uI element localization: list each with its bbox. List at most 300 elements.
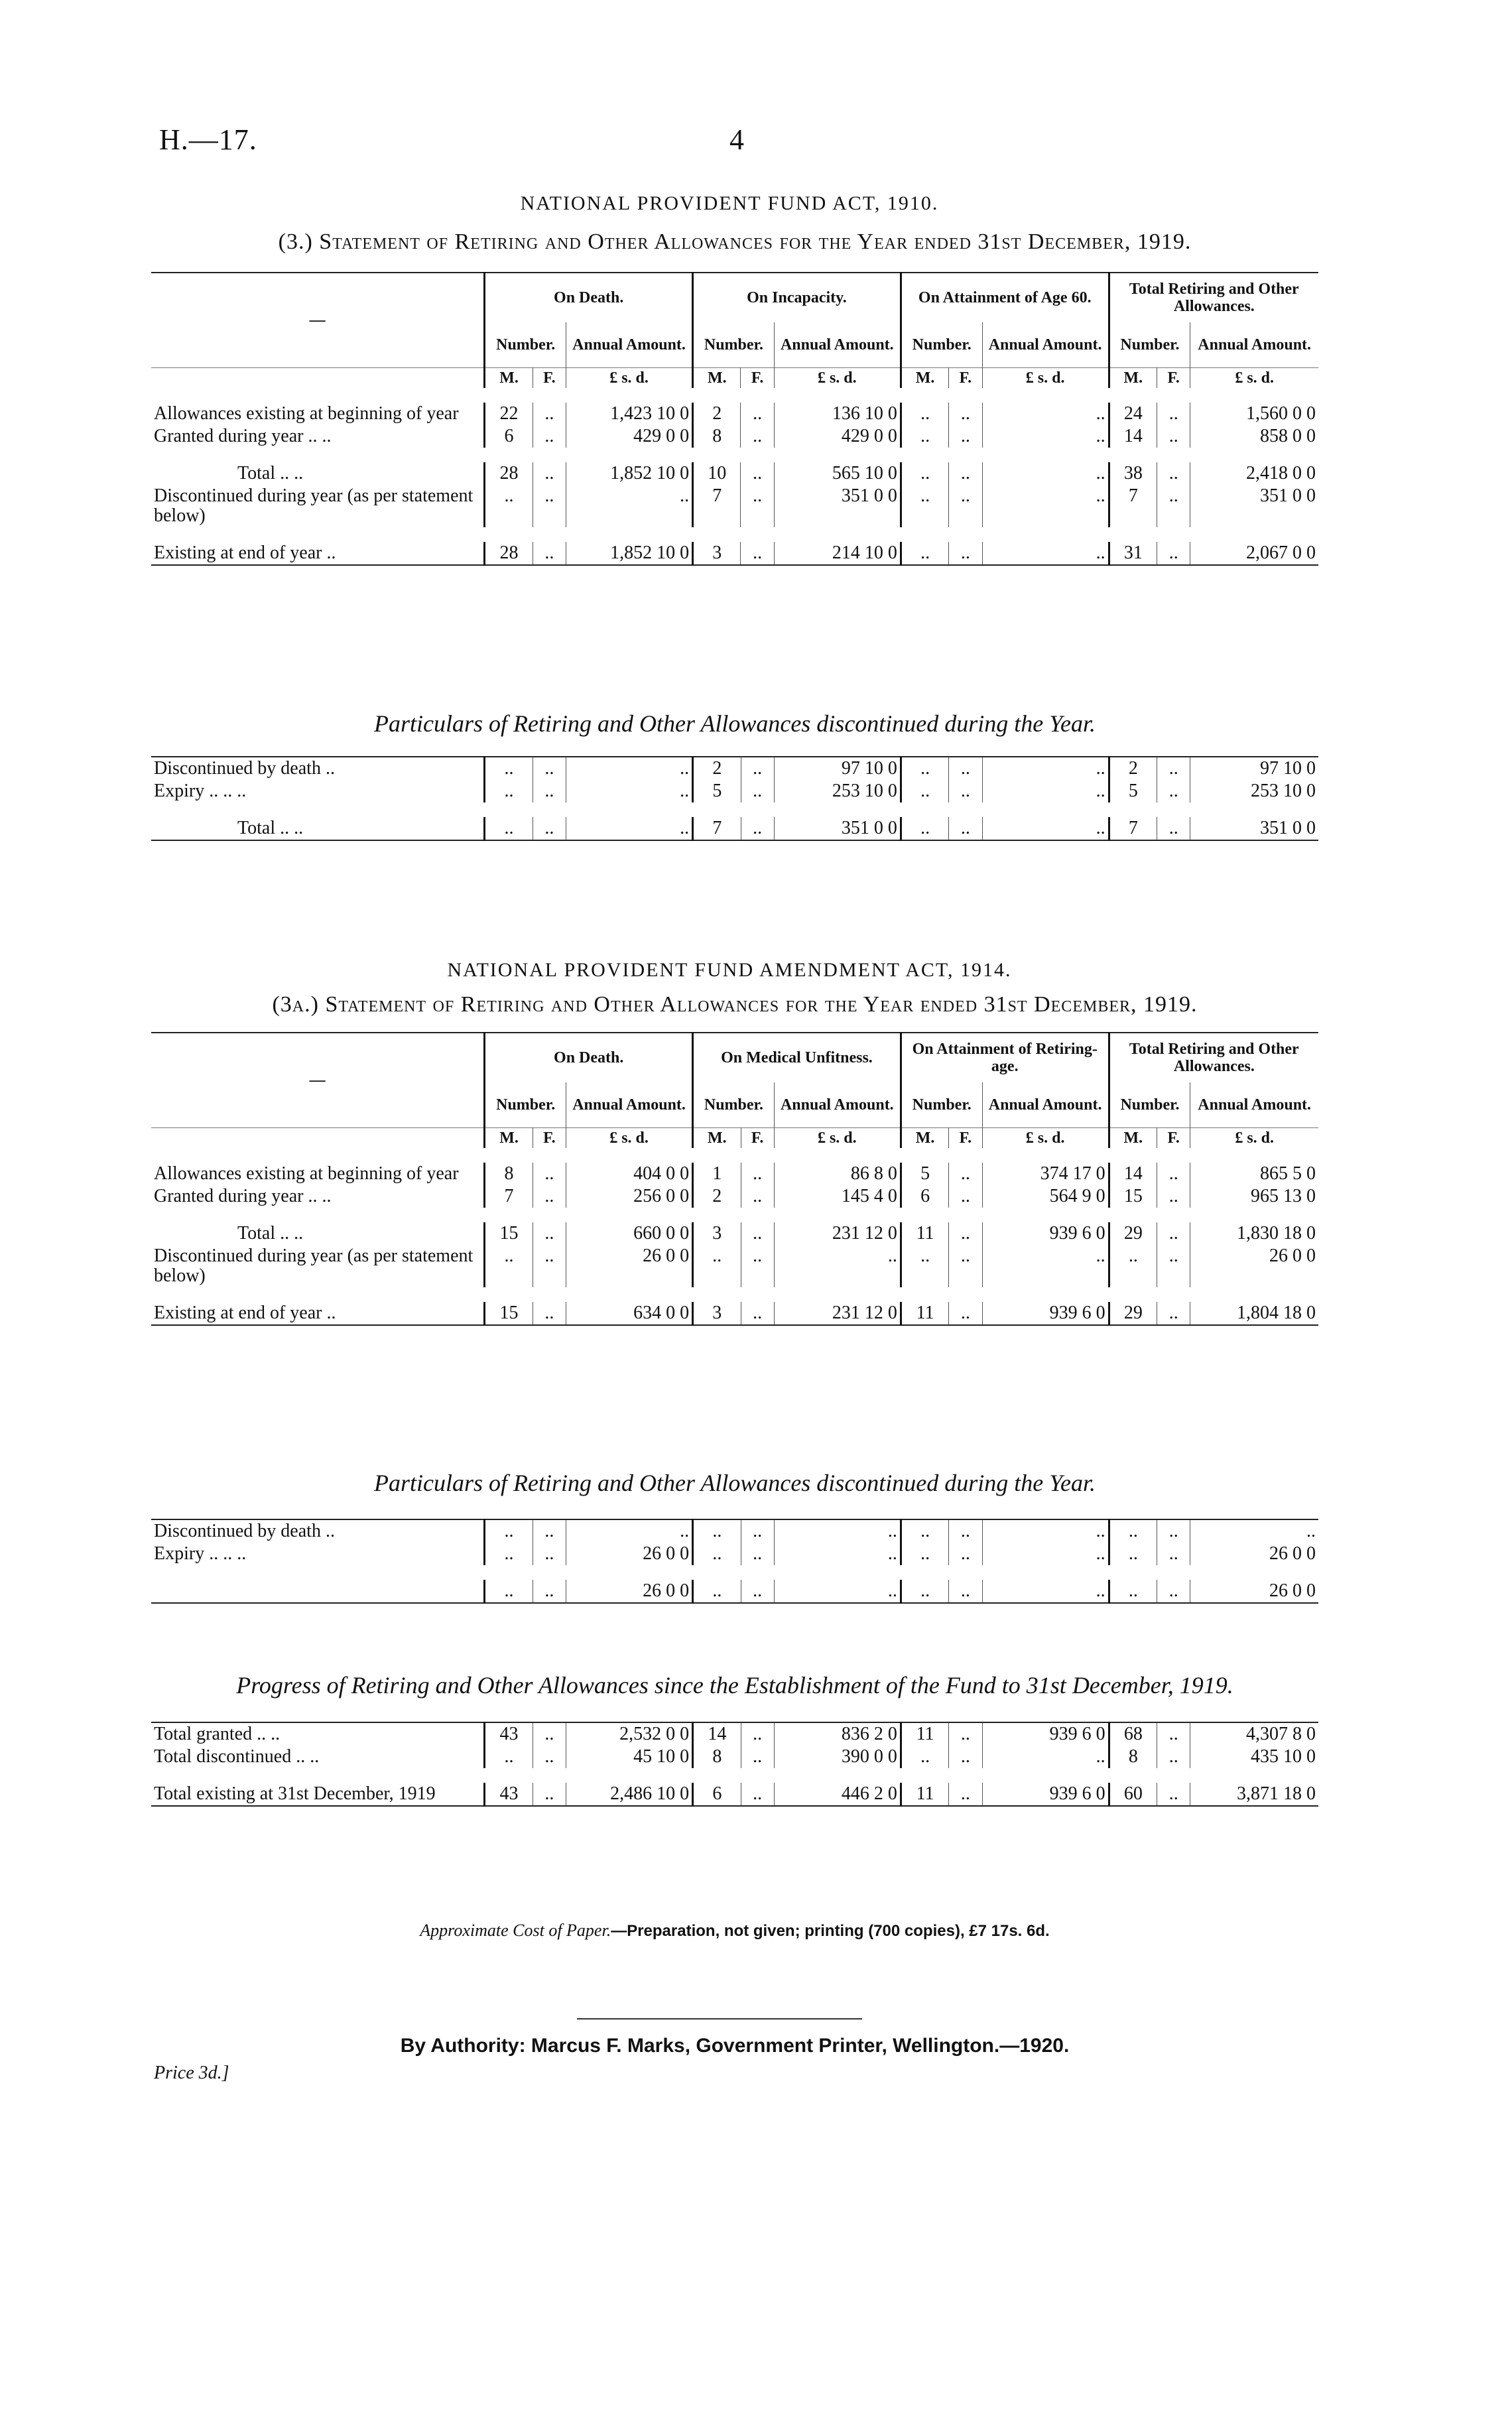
annual-amount: .. — [566, 780, 693, 802]
male-count: 3 — [693, 1302, 741, 1325]
male-count: 6 — [693, 1783, 741, 1806]
annual-amount: .. — [774, 1543, 901, 1565]
annual-amount: 86 8 0 — [774, 1163, 901, 1185]
annual-amount: 26 0 0 — [566, 1580, 693, 1603]
table-row — [151, 485, 1318, 527]
table-row — [151, 1163, 1318, 1185]
female-count: .. — [949, 1245, 982, 1287]
female-count: .. — [533, 1245, 566, 1287]
male-count: 43 — [485, 1722, 533, 1746]
annual-amount: .. — [982, 757, 1109, 780]
male-count: 2 — [1109, 757, 1157, 780]
table-row — [151, 817, 1318, 840]
female-count: .. — [1157, 1222, 1190, 1245]
footer-rule — [577, 2018, 862, 2019]
annual-amount: 136 10 0 — [774, 403, 901, 425]
cost-text: —Preparation, not given; printing (700 copies), £7 17s. 6d. — [611, 1922, 1050, 1940]
annual-amount: .. — [982, 1245, 1109, 1287]
female-count: .. — [741, 462, 774, 485]
male-count: .. — [901, 542, 948, 565]
table-row — [151, 1245, 1318, 1287]
male-count: .. — [901, 1519, 948, 1543]
row-label: Discontinued during year (as per statement below) — [154, 1246, 473, 1286]
female-unit: F. — [949, 368, 982, 389]
female-count: .. — [949, 780, 982, 802]
female-count: .. — [741, 425, 774, 448]
female-count: .. — [741, 1580, 774, 1603]
female-count: .. — [741, 1543, 774, 1565]
row-label: Total .. .. — [237, 818, 304, 838]
annual-amount: 1,423 10 0 — [566, 403, 693, 425]
annual-amount: 858 0 0 — [1190, 425, 1318, 448]
female-count: .. — [533, 780, 566, 802]
annual-amount: .. — [566, 757, 693, 780]
number-subheader: Number. — [1109, 322, 1190, 368]
male-count: .. — [485, 485, 533, 527]
row-label: Total discontinued .. .. — [154, 1746, 320, 1767]
female-count: .. — [741, 1722, 774, 1746]
annual-amount: 1,560 0 0 — [1190, 403, 1318, 425]
annual-amount: 965 13 0 — [1190, 1185, 1318, 1208]
price: Price 3d.] — [154, 2063, 229, 2083]
number-subheader: Number. — [485, 1082, 566, 1128]
statement-title-text: (3.) Statement of Retiring and Other Allowances for the Year ended 31st December, 1919. — [278, 229, 1192, 254]
lsd-unit: £ s. d. — [982, 1128, 1109, 1149]
female-count: .. — [949, 1783, 982, 1806]
annual-amount-subheader: Annual Amount. — [566, 1082, 693, 1128]
male-unit: M. — [693, 368, 741, 389]
male-unit: M. — [485, 368, 533, 389]
male-unit: M. — [1109, 1128, 1157, 1149]
female-count: .. — [949, 1580, 982, 1603]
table-row — [151, 425, 1318, 448]
annual-amount: .. — [982, 1580, 1109, 1603]
annual-amount: 351 0 0 — [1190, 485, 1318, 527]
female-count: .. — [1157, 1746, 1190, 1768]
female-count: .. — [741, 542, 774, 565]
male-count: 11 — [901, 1783, 948, 1806]
annual-amount-subheader: Annual Amount. — [1190, 1082, 1318, 1128]
annual-amount: 390 0 0 — [774, 1746, 901, 1768]
male-count: .. — [1109, 1519, 1157, 1543]
annual-amount: 45 10 0 — [566, 1746, 693, 1768]
act-title-1914: NATIONAL PROVIDENT FUND AMENDMENT ACT, 1914. — [447, 959, 1012, 981]
female-count: .. — [1157, 425, 1190, 448]
male-count: 43 — [485, 1783, 533, 1806]
female-unit: F. — [533, 1128, 566, 1149]
annual-amount: .. — [982, 485, 1109, 527]
particulars-title-1: Particulars of Retiring and Other Allowances discontinued during the Year. — [374, 710, 1096, 737]
annual-amount: .. — [566, 485, 693, 527]
male-count: 8 — [485, 1163, 533, 1185]
female-count: .. — [1157, 757, 1190, 780]
statement-title-3a — [151, 992, 1318, 1017]
male-count: 8 — [1109, 1746, 1157, 1768]
annual-amount: 26 0 0 — [1190, 1543, 1318, 1565]
table-row — [151, 1519, 1318, 1543]
female-count: .. — [741, 485, 774, 527]
statement-title-text: (3a.) Statement of Retiring and Other Allowances for the Year ended 31st December, 1919. — [272, 992, 1198, 1017]
group-header: Total Retiring and Other Allowances. — [1109, 273, 1318, 322]
male-count: .. — [485, 817, 533, 840]
annual-amount: 939 6 0 — [982, 1222, 1109, 1245]
female-count: .. — [949, 1722, 982, 1746]
female-count: .. — [533, 1185, 566, 1208]
annual-amount: .. — [774, 1245, 901, 1287]
annual-amount: 231 12 0 — [774, 1222, 901, 1245]
annual-amount: .. — [774, 1519, 901, 1543]
male-count: .. — [693, 1245, 741, 1287]
male-count: .. — [901, 462, 948, 485]
act-title-1910: NATIONAL PROVIDENT FUND ACT, 1910. — [520, 192, 939, 214]
annual-amount: .. — [982, 817, 1109, 840]
annual-amount: 26 0 0 — [1190, 1245, 1318, 1287]
lsd-unit: £ s. d. — [774, 368, 901, 389]
female-count: .. — [949, 1519, 982, 1543]
female-count: .. — [533, 1222, 566, 1245]
male-count: .. — [901, 1543, 948, 1565]
row-label: Expiry .. .. .. — [154, 1543, 247, 1564]
annual-amount: 429 0 0 — [774, 425, 901, 448]
male-count: 28 — [485, 542, 533, 565]
row-label — [151, 1580, 485, 1603]
group-header: On Attainment of Retiring-age. — [901, 1033, 1109, 1082]
female-count: .. — [533, 1163, 566, 1185]
male-count: 28 — [485, 462, 533, 485]
male-count: 6 — [485, 425, 533, 448]
female-count: .. — [949, 1302, 982, 1325]
group-header: On Death. — [485, 1033, 693, 1082]
male-count: 7 — [693, 817, 741, 840]
male-count: .. — [901, 425, 948, 448]
annual-amount: 2,418 0 0 — [1190, 462, 1318, 485]
statement-3a-table — [151, 1032, 1318, 1326]
male-count: 2 — [693, 757, 741, 780]
female-count: .. — [533, 1580, 566, 1603]
male-count: .. — [1109, 1245, 1157, 1287]
particulars-title-2: Particulars of Retiring and Other Allowances discontinued during the Year. — [374, 1470, 1096, 1496]
number-subheader: Number. — [485, 322, 566, 368]
group-header: On Medical Unfitness. — [693, 1033, 901, 1082]
male-count: 60 — [1109, 1783, 1157, 1806]
row-label: Existing at end of year .. — [154, 543, 336, 563]
female-count: .. — [949, 425, 982, 448]
male-count: .. — [485, 1746, 533, 1768]
annual-amount-subheader: Annual Amount. — [774, 1082, 901, 1128]
table-row — [151, 780, 1318, 802]
female-count: .. — [533, 1543, 566, 1565]
female-count: .. — [949, 1543, 982, 1565]
header-blank: — — [309, 1072, 326, 1089]
female-count: .. — [949, 542, 982, 565]
male-count: .. — [485, 1519, 533, 1543]
female-count: .. — [533, 425, 566, 448]
male-count: .. — [1109, 1543, 1157, 1565]
annual-amount: 939 6 0 — [982, 1722, 1109, 1746]
female-unit: F. — [741, 368, 774, 389]
annual-amount: .. — [982, 1543, 1109, 1565]
female-count: .. — [949, 403, 982, 425]
female-count: .. — [533, 1519, 566, 1543]
progress-title: Progress of Retiring and Other Allowances since the Establishment of the Fund to 31st December, 1919. — [236, 1672, 1233, 1699]
male-count: .. — [693, 1543, 741, 1565]
annual-amount: 939 6 0 — [982, 1783, 1109, 1806]
male-count: 5 — [1109, 780, 1157, 802]
female-unit: F. — [1157, 1128, 1190, 1149]
male-count: .. — [901, 757, 948, 780]
table-row — [151, 1783, 1318, 1806]
male-count: 8 — [693, 1746, 741, 1768]
table-row — [151, 1302, 1318, 1325]
female-count: .. — [1157, 1580, 1190, 1603]
male-count: 29 — [1109, 1222, 1157, 1245]
female-count: .. — [741, 1163, 774, 1185]
male-count: 31 — [1109, 542, 1157, 565]
row-label: Existing at end of year .. — [154, 1303, 336, 1323]
female-count: .. — [1157, 1543, 1190, 1565]
female-unit: F. — [1157, 368, 1190, 389]
table-row — [151, 1222, 1318, 1245]
statement-3-table — [151, 272, 1318, 566]
annual-amount: 214 10 0 — [774, 542, 901, 565]
group-header: On Incapacity. — [693, 273, 901, 322]
female-count: .. — [741, 780, 774, 802]
row-label: Total .. .. — [237, 463, 304, 483]
annual-amount: 231 12 0 — [774, 1302, 901, 1325]
female-count: .. — [949, 757, 982, 780]
annual-amount: 1,830 18 0 — [1190, 1222, 1318, 1245]
annual-amount: 429 0 0 — [566, 425, 693, 448]
male-count: 6 — [901, 1185, 948, 1208]
units-blank — [151, 1128, 485, 1149]
annual-amount-subheader: Annual Amount. — [982, 322, 1109, 368]
female-count: .. — [1157, 1783, 1190, 1806]
male-count: 14 — [693, 1722, 741, 1746]
particulars-1-table — [151, 756, 1318, 841]
annual-amount: .. — [982, 425, 1109, 448]
annual-amount: 939 6 0 — [982, 1302, 1109, 1325]
male-count: 11 — [901, 1222, 948, 1245]
male-count: 3 — [693, 542, 741, 565]
male-count: .. — [485, 1580, 533, 1603]
male-unit: M. — [901, 368, 948, 389]
lsd-unit: £ s. d. — [1190, 1128, 1318, 1149]
female-count: .. — [533, 1722, 566, 1746]
particulars-2-table — [151, 1519, 1318, 1604]
female-count: .. — [741, 1245, 774, 1287]
female-count: .. — [949, 485, 982, 527]
female-count: .. — [949, 1163, 982, 1185]
male-unit: M. — [485, 1128, 533, 1149]
female-count: .. — [533, 1746, 566, 1768]
group-header: On Attainment of Age 60. — [901, 273, 1109, 322]
document-reference: H.—17. — [159, 123, 257, 156]
annual-amount: 26 0 0 — [566, 1245, 693, 1287]
female-count: .. — [1157, 1302, 1190, 1325]
male-count: 7 — [1109, 485, 1157, 527]
male-count: 15 — [1109, 1185, 1157, 1208]
male-count: .. — [1109, 1580, 1157, 1603]
cost-label: Approximate Cost of Paper. — [420, 1921, 611, 1940]
female-count: .. — [533, 817, 566, 840]
annual-amount: .. — [982, 542, 1109, 565]
table-row — [151, 1746, 1318, 1768]
annual-amount: 2,532 0 0 — [566, 1722, 693, 1746]
female-count: .. — [1157, 780, 1190, 802]
annual-amount: 351 0 0 — [1190, 817, 1318, 840]
annual-amount: 634 0 0 — [566, 1302, 693, 1325]
female-count: .. — [741, 1302, 774, 1325]
female-count: .. — [533, 1302, 566, 1325]
row-label: Expiry .. .. .. — [154, 781, 247, 801]
number-subheader: Number. — [1109, 1082, 1190, 1128]
male-count: 7 — [1109, 817, 1157, 840]
female-unit: F. — [533, 368, 566, 389]
female-count: .. — [741, 1746, 774, 1768]
units-blank — [151, 368, 485, 389]
female-count: .. — [533, 403, 566, 425]
male-count: .. — [693, 1519, 741, 1543]
female-count: .. — [1157, 462, 1190, 485]
group-header: Total Retiring and Other Allowances. — [1109, 1033, 1318, 1082]
male-count: .. — [485, 1245, 533, 1287]
annual-amount: 97 10 0 — [774, 757, 901, 780]
female-count: .. — [1157, 1722, 1190, 1746]
lsd-unit: £ s. d. — [982, 368, 1109, 389]
female-count: .. — [949, 462, 982, 485]
female-count: .. — [533, 542, 566, 565]
annual-amount: 435 10 0 — [1190, 1746, 1318, 1768]
annual-amount: 2,486 10 0 — [566, 1783, 693, 1806]
annual-amount: 4,307 8 0 — [1190, 1722, 1318, 1746]
annual-amount: 446 2 0 — [774, 1783, 901, 1806]
annual-amount: .. — [1190, 1519, 1318, 1543]
annual-amount: .. — [566, 817, 693, 840]
female-unit: F. — [949, 1128, 982, 1149]
annual-amount: 1,852 10 0 — [566, 462, 693, 485]
male-count: 3 — [693, 1222, 741, 1245]
annual-amount: .. — [982, 462, 1109, 485]
female-count: .. — [1157, 485, 1190, 527]
female-count: .. — [1157, 1185, 1190, 1208]
lsd-unit: £ s. d. — [1190, 368, 1318, 389]
annual-amount: 26 0 0 — [566, 1543, 693, 1565]
annual-amount: 253 10 0 — [774, 780, 901, 802]
male-count: .. — [901, 485, 948, 527]
lsd-unit: £ s. d. — [774, 1128, 901, 1149]
male-count: 2 — [693, 403, 741, 425]
female-count: .. — [1157, 817, 1190, 840]
annual-amount: 1,852 10 0 — [566, 542, 693, 565]
row-label: Discontinued by death .. — [154, 1521, 335, 1541]
female-count: .. — [949, 1222, 982, 1245]
progress-table — [151, 1722, 1318, 1807]
number-subheader: Number. — [901, 322, 982, 368]
male-count: 8 — [693, 425, 741, 448]
annual-amount: 865 5 0 — [1190, 1163, 1318, 1185]
table-row — [151, 542, 1318, 565]
female-count: .. — [949, 817, 982, 840]
annual-amount: .. — [774, 1580, 901, 1603]
female-count: .. — [741, 817, 774, 840]
female-count: .. — [949, 1746, 982, 1768]
annual-amount: 836 2 0 — [774, 1722, 901, 1746]
table-row — [151, 462, 1318, 485]
male-count: 22 — [485, 403, 533, 425]
male-count: 15 — [485, 1302, 533, 1325]
male-count: 14 — [1109, 425, 1157, 448]
number-subheader: Number. — [901, 1082, 982, 1128]
male-count: .. — [693, 1580, 741, 1603]
annual-amount: 2,067 0 0 — [1190, 542, 1318, 565]
row-label: Allowances existing at beginning of year — [154, 1163, 459, 1184]
annual-amount-subheader: Annual Amount. — [982, 1082, 1109, 1128]
annual-amount-subheader: Annual Amount. — [1190, 322, 1318, 368]
male-count: 5 — [901, 1163, 948, 1185]
group-header: On Death. — [485, 273, 693, 322]
male-count: .. — [901, 403, 948, 425]
table-row — [151, 1543, 1318, 1565]
female-count: .. — [1157, 1519, 1190, 1543]
male-unit: M. — [693, 1128, 741, 1149]
row-label: Granted during year .. .. — [154, 1186, 332, 1206]
male-count: .. — [901, 1580, 948, 1603]
row-label: Total existing at 31st December, 1919 — [154, 1783, 436, 1804]
annual-amount-subheader: Annual Amount. — [566, 322, 693, 368]
annual-amount: 256 0 0 — [566, 1185, 693, 1208]
annual-amount: 253 10 0 — [1190, 780, 1318, 802]
male-count: 5 — [693, 780, 741, 802]
female-count: .. — [1157, 542, 1190, 565]
annual-amount: 565 10 0 — [774, 462, 901, 485]
male-count: 24 — [1109, 403, 1157, 425]
annual-amount: 564 9 0 — [982, 1185, 1109, 1208]
female-count: .. — [1157, 1163, 1190, 1185]
row-label: Total granted .. .. — [154, 1724, 281, 1744]
annual-amount: 404 0 0 — [566, 1163, 693, 1185]
male-count: .. — [901, 1746, 948, 1768]
page-number: 4 — [729, 123, 744, 156]
lsd-unit: £ s. d. — [566, 1128, 693, 1149]
female-count: .. — [533, 1783, 566, 1806]
male-count: 68 — [1109, 1722, 1157, 1746]
row-label: Total .. .. — [237, 1223, 304, 1244]
male-count: 1 — [693, 1163, 741, 1185]
male-count: 29 — [1109, 1302, 1157, 1325]
male-count: .. — [901, 817, 948, 840]
female-count: .. — [741, 1222, 774, 1245]
female-count: .. — [741, 757, 774, 780]
table-row — [151, 1580, 1318, 1603]
annual-amount: 351 0 0 — [774, 485, 901, 527]
table-row — [151, 1185, 1318, 1208]
cost-of-paper — [151, 1921, 1318, 1941]
female-count: .. — [1157, 1245, 1190, 1287]
statement-title-3 — [151, 229, 1318, 255]
female-count: .. — [533, 485, 566, 527]
female-count: .. — [741, 403, 774, 425]
male-count: 11 — [901, 1722, 948, 1746]
annual-amount: .. — [982, 1746, 1109, 1768]
male-count: 2 — [693, 1185, 741, 1208]
annual-amount: .. — [566, 1519, 693, 1543]
female-count: .. — [533, 757, 566, 780]
table-row — [151, 1722, 1318, 1746]
table-row — [151, 403, 1318, 425]
header-blank: — — [309, 312, 326, 329]
number-subheader: Number. — [693, 1082, 775, 1128]
male-count: .. — [485, 757, 533, 780]
